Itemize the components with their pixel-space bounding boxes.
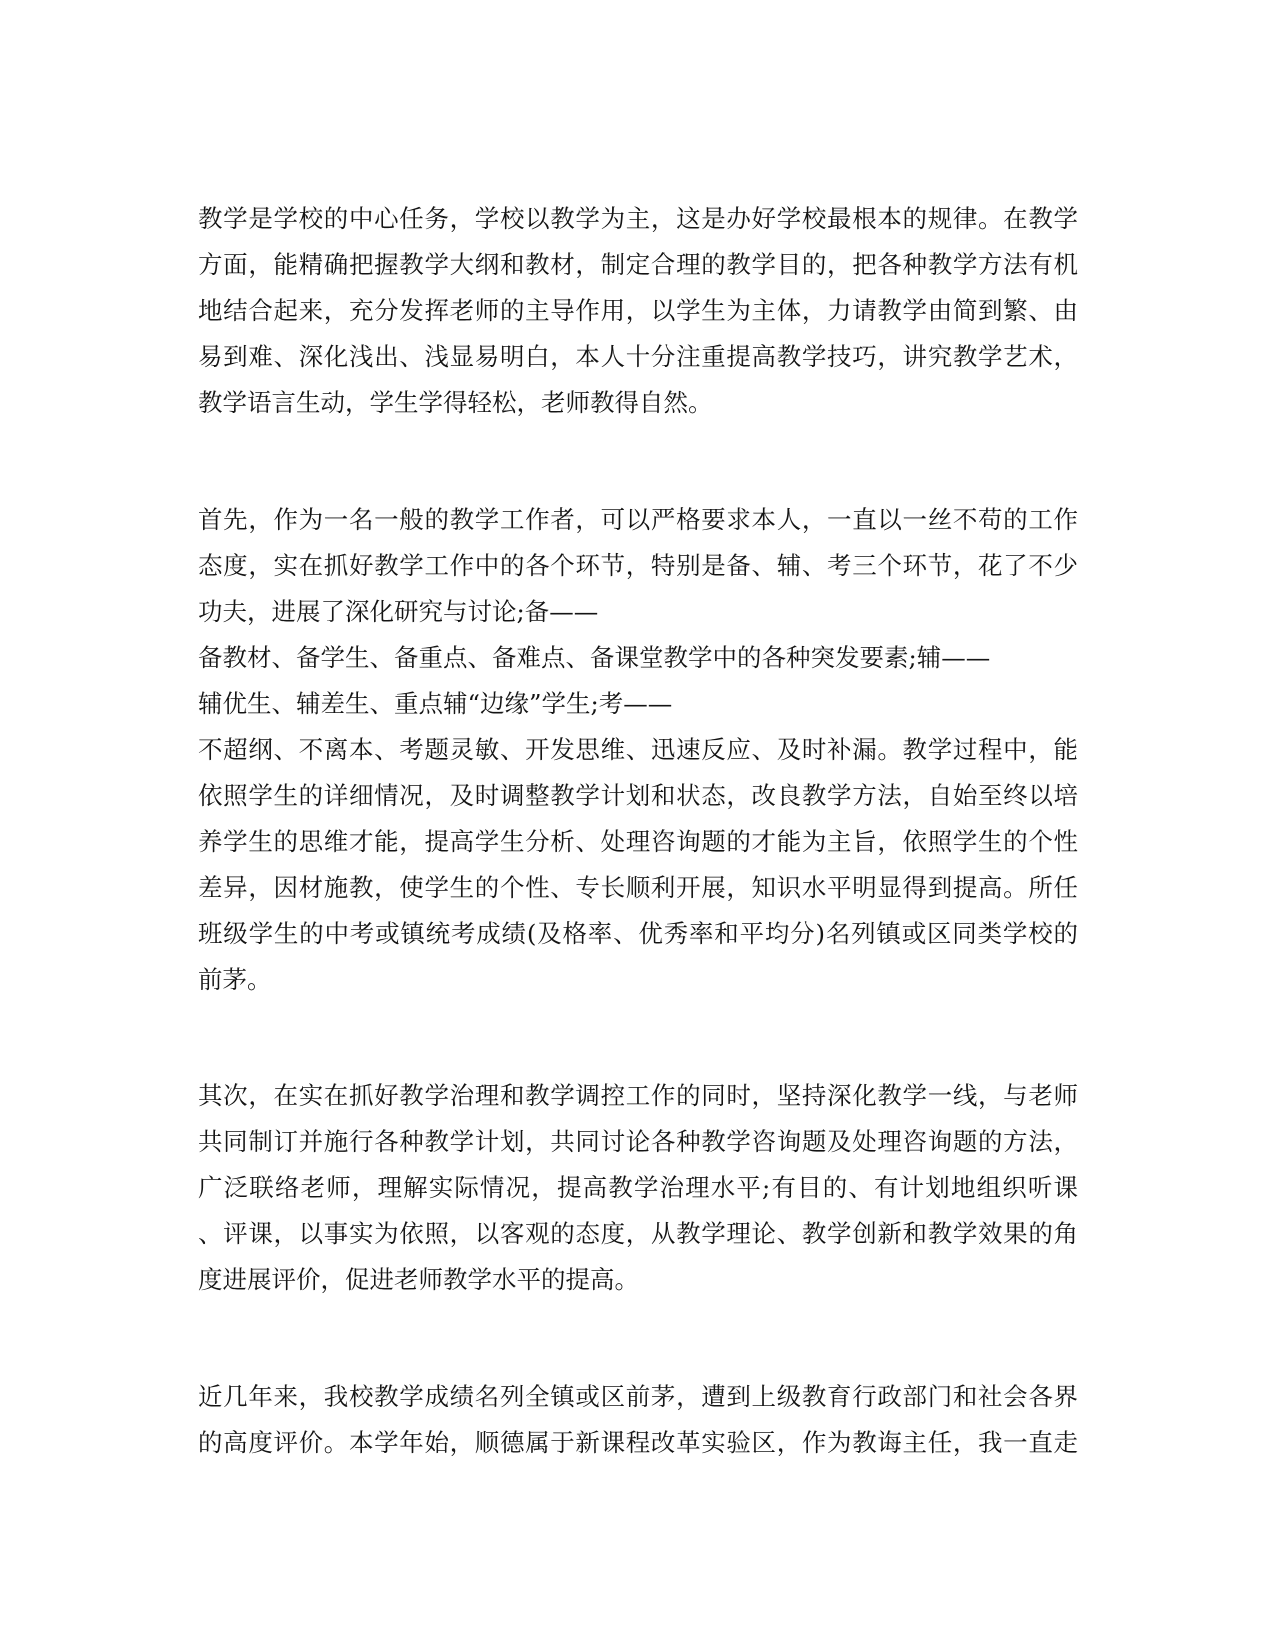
text-line: 前茅。 [198, 965, 272, 994]
text-line: 教学语言生动，学生学得轻松，老师教得自然。 [198, 388, 713, 417]
text-line: 其次，在实在抓好教学治理和教学调控工作的同时，坚持深化教学一线，与老师 [198, 1081, 1078, 1110]
text-line: 养学生的思维才能，提高学生分析、处理咨询题的才能为主旨，依照学生的个性 [198, 827, 1078, 856]
text-line: 的高度评价。本学年始，顺德属于新课程改革实验区，作为教诲主任，我一直走 [198, 1428, 1078, 1457]
text-line: 依照学生的详细情况，及时调整教学计划和状态，改良教学方法，自始至终以培 [198, 781, 1078, 810]
text-line: 共同制订并施行各种教学计划，共同讨论各种教学咨询题及处理咨询题的方法， [198, 1127, 1078, 1156]
text-line: 班级学生的中考或镇统考成绩(及格率、优秀率和平均分)名列镇或区同类学校的 [198, 919, 1078, 948]
text-line: 广泛联络老师，理解实际情况，提高教学治理水平;有目的、有计划地组织听课 [198, 1173, 1078, 1202]
text-line: 差异，因材施教，使学生的个性、专长顺利开展，知识水平明显得到提高。所任 [198, 873, 1078, 902]
text-line: 教学是学校的中心任务，学校以教学为主，这是办好学校最根本的规律。在教学 [198, 204, 1078, 233]
text-line: 备教材、备学生、备重点、备难点、备课堂教学中的各种突发要素;辅—— [198, 643, 991, 672]
text-line: 近几年来，我校教学成绩名列全镇或区前茅，遭到上级教育行政部门和社会各界 [198, 1382, 1078, 1411]
text-line: 方面，能精确把握教学大纲和教材，制定合理的教学目的，把各种教学方法有机 [198, 250, 1078, 279]
text-line: 易到难、深化浅出、浅显易明白，本人十分注重提高教学技巧，讲究教学艺术， [198, 342, 1078, 371]
text-line: 地结合起来，充分发挥老师的主导作用，以学生为主体，力请教学由简到繁、由 [198, 296, 1078, 325]
text-line: 度进展评价，促进老师教学水平的提高。 [198, 1265, 639, 1294]
text-line: 辅优生、辅差生、重点辅“边缘”学生;考—— [198, 689, 673, 718]
text-line: 功夫，进展了深化研究与讨论;备—— [198, 597, 599, 626]
text-line: 不超纲、不离本、考题灵敏、开发思维、迅速反应、及时补漏。教学过程中，能 [198, 735, 1078, 764]
text-line: 、评课，以事实为依照，以客观的态度，从教学理论、教学创新和教学效果的角 [198, 1219, 1078, 1248]
text-line: 首先，作为一名一般的教学工作者，可以严格要求本人，一直以一丝不苟的工作 [198, 505, 1078, 534]
text-line: 态度，实在抓好教学工作中的各个环节，特别是备、辅、考三个环节，花了不少 [198, 551, 1078, 580]
